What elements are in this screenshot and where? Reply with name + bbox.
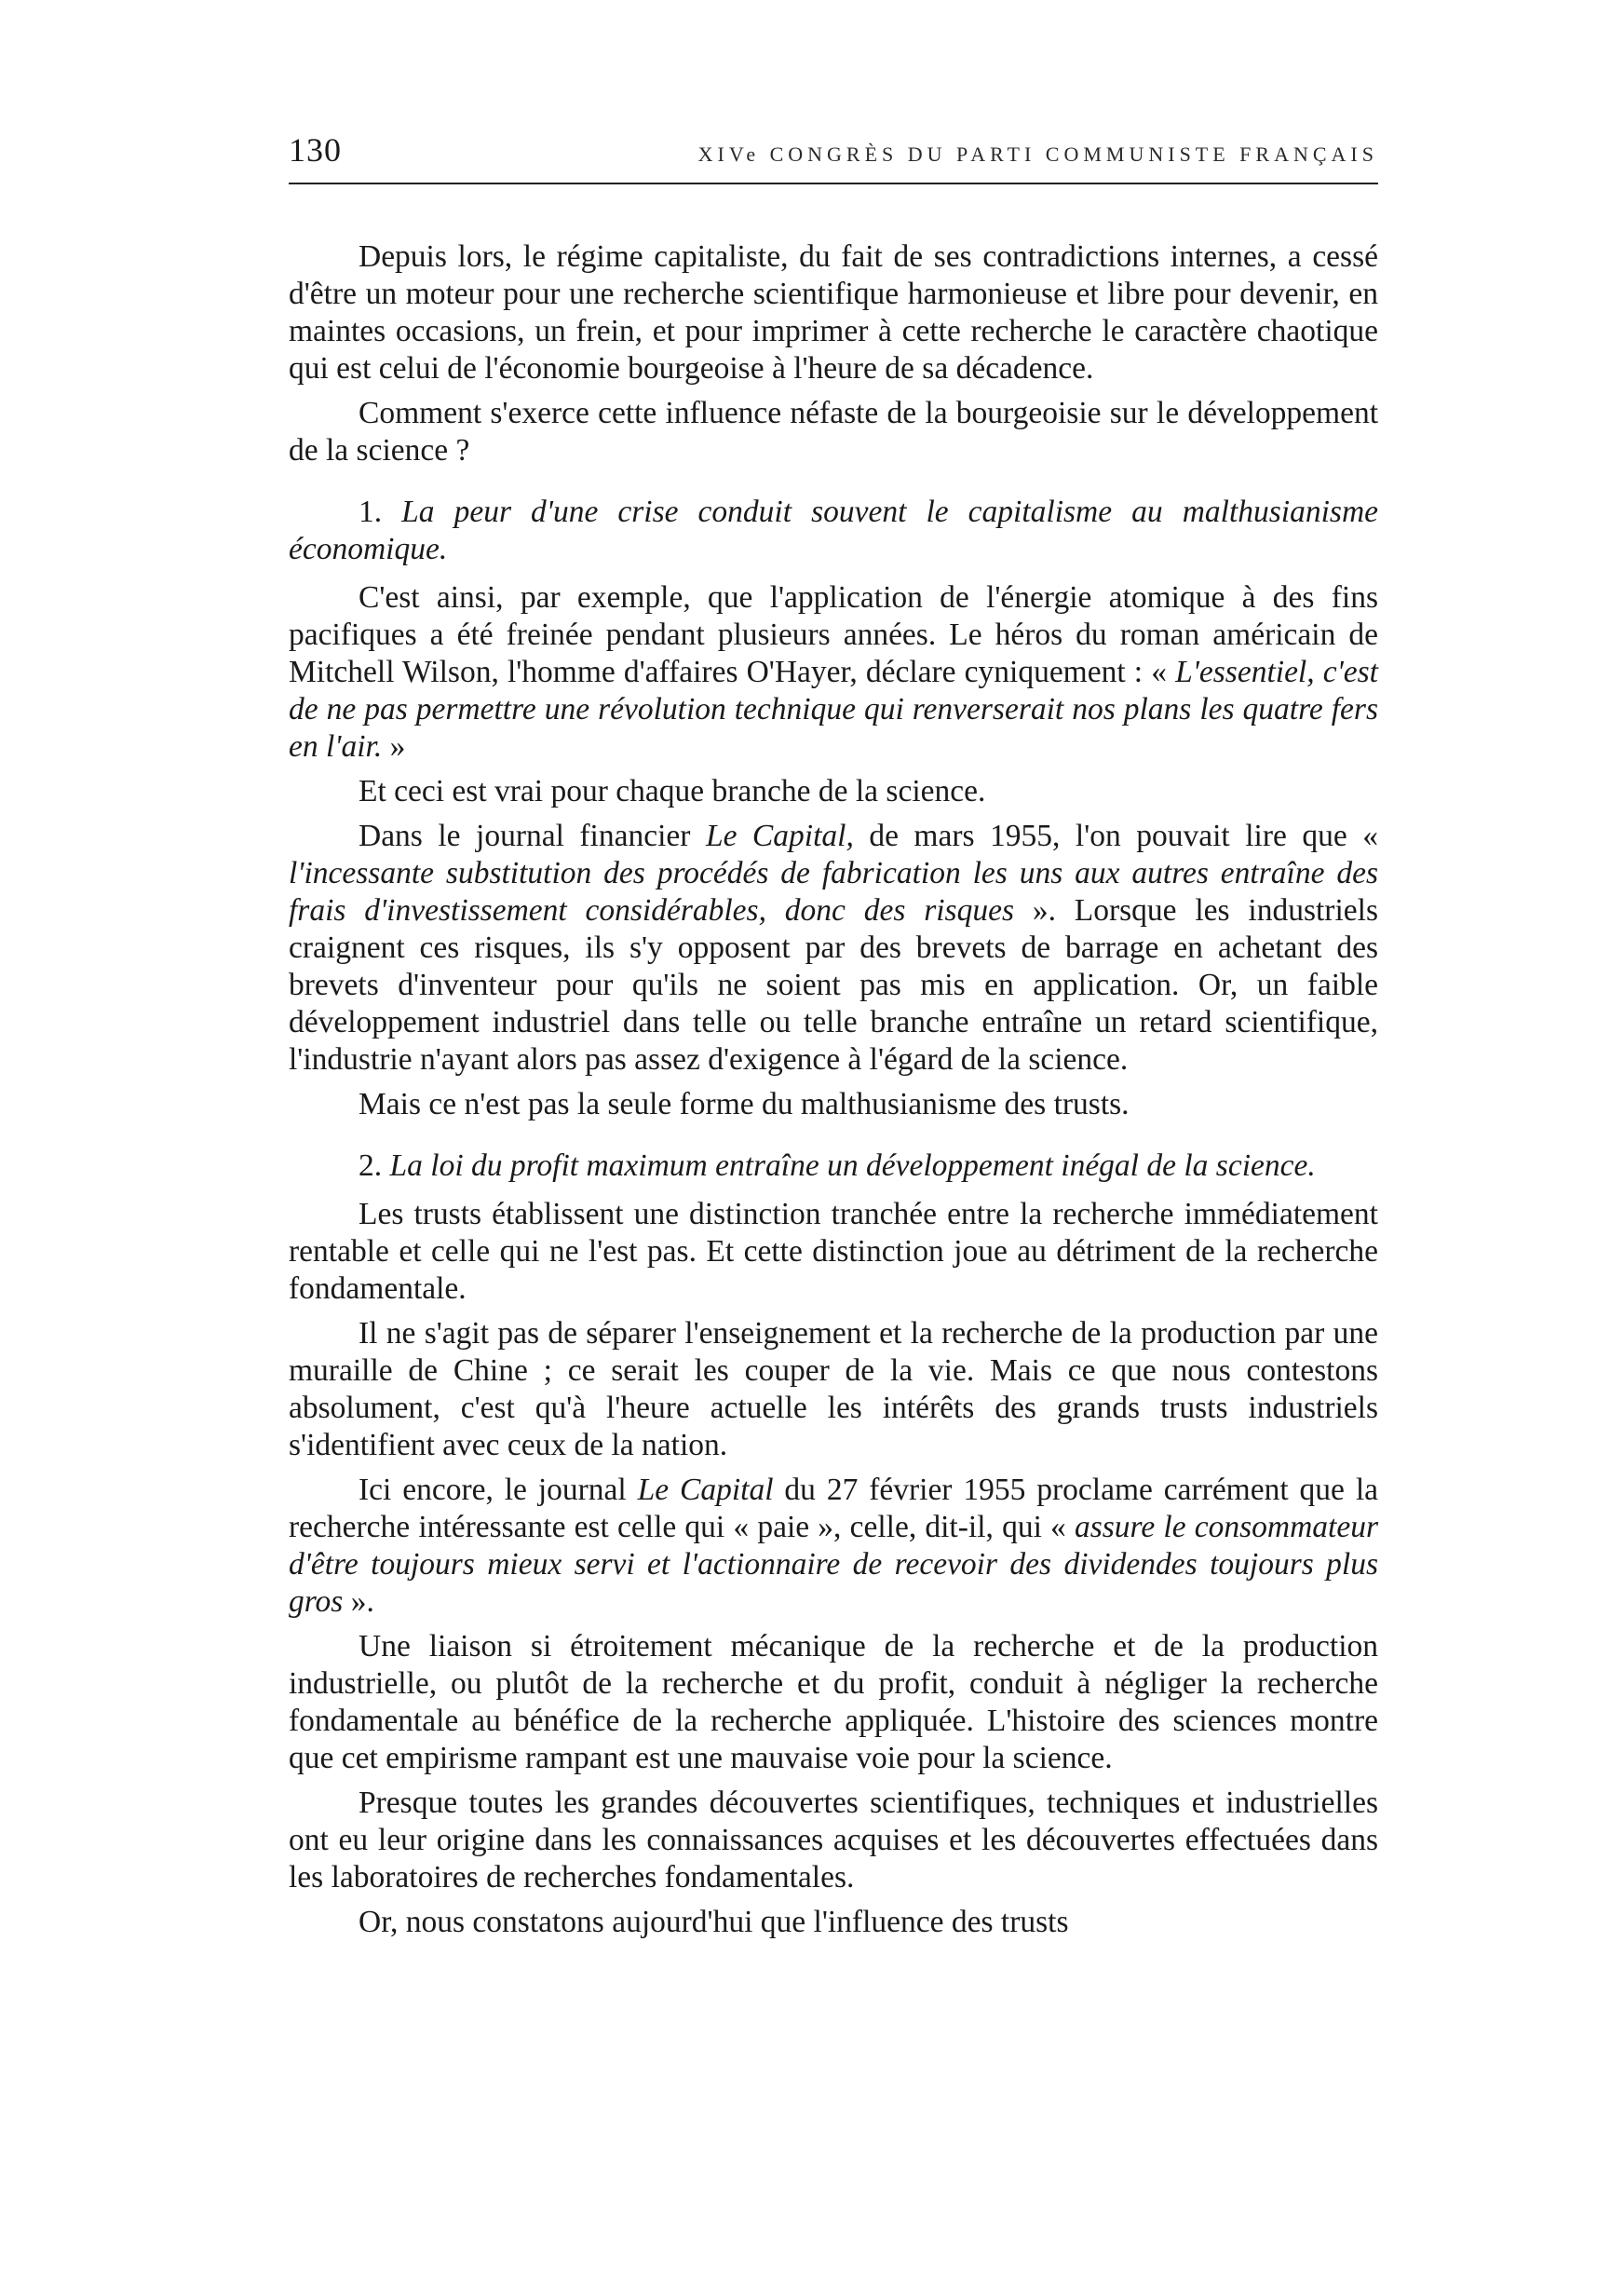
running-title: XIVe CONGRÈS DU PARTI COMMUNISTE FRANÇAIS <box>697 143 1378 166</box>
paragraph: Les trusts établissent une distinction tranchée entre la recherche immédiatement rentable et celle qui ne l'est pas. Et cette distinction joue au détriment de la recherche fondamentale. <box>289 1197 1378 1306</box>
document-page <box>289 130 1378 1949</box>
text-run: de mars 1955, l'on pouvait lire que « <box>853 819 1378 853</box>
text-run: ». Lorsque les industriels craignent ces risques, ils s'y opposent par des brevets de barrage en achetant des brevets d'inventeur pour qu'ils ne soient pas mis en application. Or, un faible développement industriel dans telle ou telle branche entraîne un retard scientifique, l'industrie n'ayant alors pas assez d'exigence à l'égard de la science. <box>289 893 1378 1077</box>
text-run: » <box>382 729 406 764</box>
quote: L'essentiel, c'est de ne pas permettre une révolution technique qui renverserait nos plans les quatre fers en l'air. <box>289 655 1378 764</box>
paragraph: Depuis lors, le régime capitaliste, du fait de ses contradictions internes, a cessé d'être un moteur pour une recherche scientifique harmonieuse et libre pour devenir, en maintes occasions, un frein, et pour imprimer à cette recherche le caractère chaotique qui est celui de l'économie bourgeoise à l'heure de sa décadence. <box>289 239 1378 386</box>
paragraph: Presque toutes les grandes découvertes scientifiques, techniques et industrielles ont eu leur origine dans les connaissances acquises et les découvertes effectuées dans les laboratoires de recherches fondamentales. <box>289 1786 1378 1894</box>
text-run: Ici encore, le journal <box>359 1473 638 1507</box>
page-header <box>289 130 1378 184</box>
paragraph: Une liaison si étroitement mécanique de la recherche et de la production industrielle, ou plutôt de la recherche et du profit, conduit à négliger la recherche fondamentale au bénéfice de la recherche appliquée. L'histoire des sciences montre que cet empirisme rampant est une mauvaise voie pour la science. <box>289 1629 1378 1775</box>
journal-title: Le Capital, <box>705 819 854 853</box>
section-title: La loi du profit maximum entraîne un développement inégal de la science. <box>389 1148 1316 1183</box>
body-text <box>289 238 1378 1941</box>
paragraph <box>289 579 1378 766</box>
paragraph: Comment s'exerce cette influence néfaste de la bourgeoisie sur le développement de la science ? <box>289 396 1378 468</box>
quote: assure le consommateur d'être toujours mieux servi et l'actionnaire de recevoir des dividendes toujours plus gros <box>289 1510 1379 1619</box>
section-number: 2. <box>359 1148 383 1183</box>
paragraph: Il ne s'agit pas de séparer l'enseignement et la recherche de la production par une muraille de Chine ; ce serait les couper de la vie. Mais ce que nous contestons absolument, c'est qu'à l'heure actuelle les intérêts des grands trusts industriels s'identifient avec ceux de la nation. <box>289 1316 1378 1462</box>
page-number: 130 <box>289 131 342 169</box>
quote: l'incessante substitution des procédés de fabrication les uns aux autres entraîne des frais d'investissement considérables, donc des risques <box>289 856 1378 928</box>
paragraph <box>289 818 1378 1079</box>
section-number: 1. <box>359 495 383 529</box>
journal-title: Le Capital <box>637 1473 774 1507</box>
text-run: ». <box>343 1584 374 1619</box>
text-run: du 27 février 1955 proclame carrément que la recherche intéressante est celle qui « paie », celle, dit-il, qui « <box>289 1473 1378 1544</box>
paragraph: Mais ce n'est pas la seule forme du malthusianisme des trusts. <box>359 1087 1130 1121</box>
section-heading-1 <box>289 494 1378 568</box>
text-run: Dans le journal financier <box>359 819 706 853</box>
paragraph <box>289 1472 1378 1621</box>
text-run: C'est ainsi, par exemple, que l'application de l'énergie atomique à des fins pacifiques a été freinée pendant plusieurs années. Le héros du roman américain de Mitchell Wilson, l'homme d'affaires O'Hayer, déclare cyniquement : « <box>289 580 1378 689</box>
section-title: La peur d'une crise conduit souvent le capitalisme au malthusianisme économique. <box>289 495 1379 566</box>
paragraph: Et ceci est vrai pour chaque branche de la science. <box>359 774 986 808</box>
section-heading-2 <box>289 1148 1378 1185</box>
paragraph: Or, nous constatons aujourd'hui que l'influence des trusts <box>359 1905 1069 1939</box>
